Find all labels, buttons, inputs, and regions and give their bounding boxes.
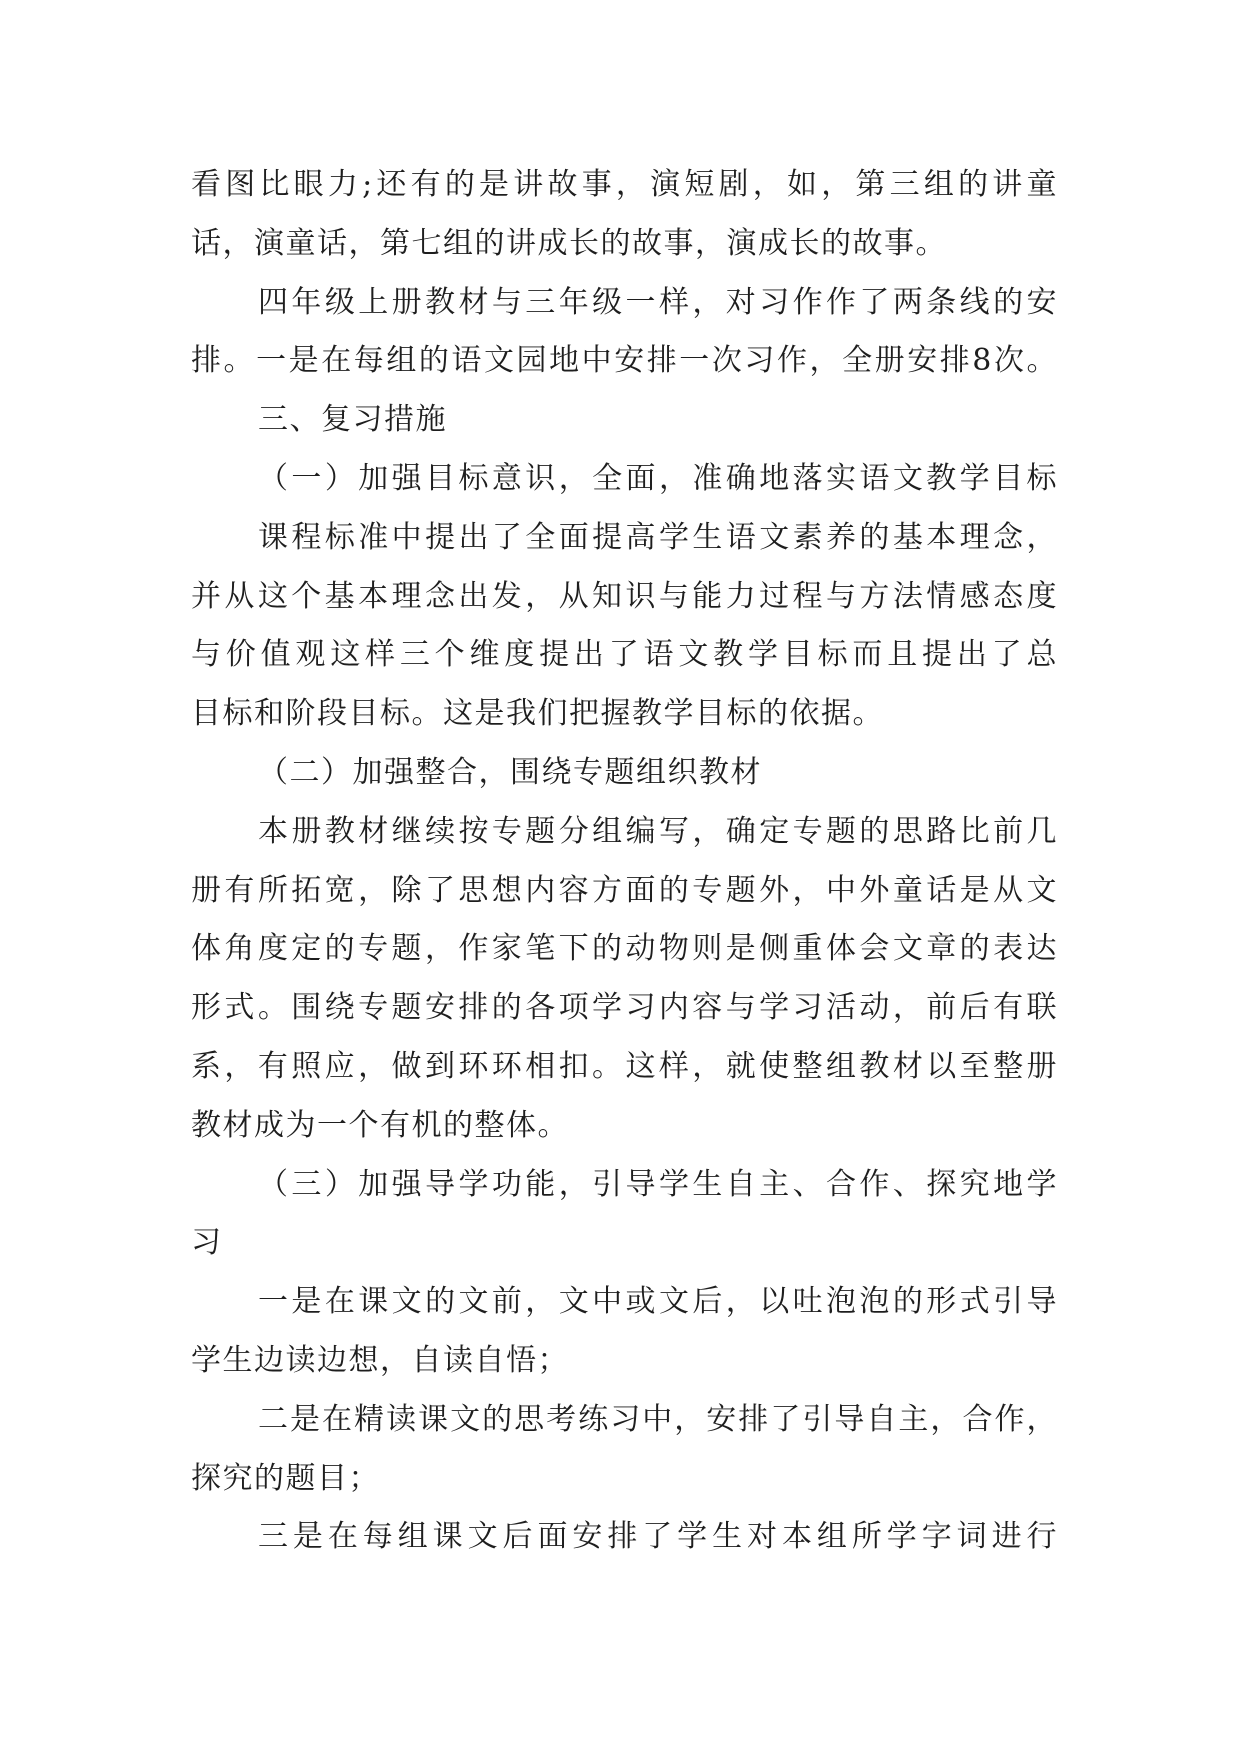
body-text bbox=[191, 156, 1058, 1567]
subsection-heading: （一）加强目标意识，全面，准确地落实语文教学目标 bbox=[258, 460, 1058, 496]
text-line: 话，演童话，第七组的讲成长的故事，演成长的故事。 bbox=[191, 225, 947, 261]
text-line: 习 bbox=[191, 1225, 223, 1261]
text-line: 看图比眼力;还有的是讲故事，演短剧，如，第三组的讲童 bbox=[191, 167, 1058, 202]
text-line: 体角度定的专题，作家笔下的动物则是侧重体会文章的表达 bbox=[191, 931, 1058, 967]
subsection-heading: （二）加强整合，围绕专题组织教材 bbox=[258, 754, 762, 790]
subsection-heading: （三）加强导学功能，引导学生自主、合作、探究地学 bbox=[258, 1166, 1058, 1202]
text-line: 与价值观这样三个维度提出了语文教学目标而且提出了总 bbox=[191, 637, 1058, 673]
paragraph-first-line: 一是在课文的文前，文中或文后，以吐泡泡的形式引导 bbox=[258, 1284, 1058, 1320]
text-line: 形式。围绕专题安排的各项学习内容与学习活动，前后有联 bbox=[191, 990, 1058, 1026]
paragraph-first-line: 课程标准中提出了全面提高学生语文素养的基本理念， bbox=[258, 519, 1058, 555]
paragraph-first-line: 三是在每组课文后面安排了学生对本组所学字词进行 bbox=[258, 1519, 1058, 1555]
text-line: 学生边读边想，自读自悟； bbox=[191, 1342, 569, 1378]
text-line: 并从这个基本理念出发，从知识与能力过程与方法情感态度 bbox=[191, 578, 1058, 614]
text-line: 册有所拓宽，除了思想内容方面的专题外，中外童话是从文 bbox=[191, 872, 1058, 908]
text-line: 目标和阶段目标。这是我们把握教学目标的依据。 bbox=[191, 696, 884, 732]
text-line: 排。一是在每组的语文园地中安排一次习作，全册安排8次。 bbox=[191, 343, 1058, 379]
paragraph-first-line: 二是在精读课文的思考练习中，安排了引导自主，合作， bbox=[258, 1401, 1058, 1437]
paragraph-first-line: 本册教材继续按专题分组编写，确定专题的思路比前几 bbox=[258, 813, 1058, 849]
text-line: 教材成为一个有机的整体。 bbox=[191, 1107, 569, 1143]
text-line: 探究的题目； bbox=[191, 1460, 380, 1496]
section-heading: 三、复习措施 bbox=[258, 402, 447, 438]
paragraph-first-line: 四年级上册教材与三年级一样，对习作作了两条线的安 bbox=[258, 284, 1058, 320]
text-line: 系，有照应，做到环环相扣。这样，就使整组教材以至整册 bbox=[191, 1048, 1058, 1084]
